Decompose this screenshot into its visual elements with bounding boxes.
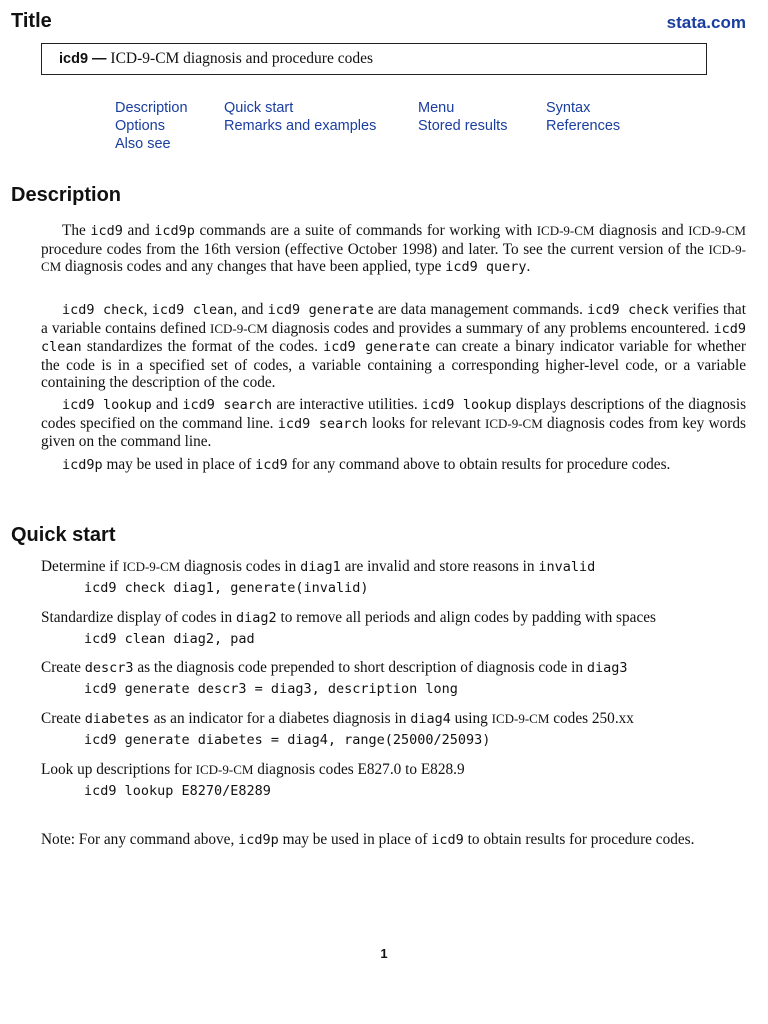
quick-start-item-1-text: Determine if ICD-9-CM diagnosis codes in diag1 are invalid and store reasons in invalid xyxy=(41,558,596,575)
stata-link[interactable]: stata.com xyxy=(666,13,746,32)
nav-quick-start[interactable]: Quick start xyxy=(224,100,294,116)
quick-start-item-2-command: icd9 clean diag2, pad xyxy=(84,631,255,647)
nav-syntax[interactable]: Syntax xyxy=(546,100,591,116)
quick-start-item-1-command: icd9 check diag1, generate(invalid) xyxy=(84,580,369,596)
nav-references[interactable]: References xyxy=(546,118,621,134)
description-paragraph-3: icd9 lookup and icd9 search are interactive utilities. icd9 lookup displays descriptions of the diagnosis codes specified on the command line. icd9 search looks for relevant ICD-9-CM diagnosis codes from key words given on the command line. xyxy=(41,396,747,451)
quick-start-item-4-text: Create diabetes as an indicator for a diabetes diagnosis in diag4 using ICD-9-CM codes 250.xx xyxy=(41,710,634,727)
description-paragraph-1: The icd9 and icd9p commands are a suite of commands for working with ICD-9-CM diagnosis and ICD-9-CM procedure codes from the 16th version (effective October 1998) and later. To see the current version of the ICD-9-CM diagnosis codes and any changes that have been applied, type icd9 query. xyxy=(41,222,746,276)
nav-also-see[interactable]: Also see xyxy=(115,136,171,152)
quick-start-item-5-command: icd9 lookup E8270/E8289 xyxy=(84,783,271,799)
title-box xyxy=(41,43,707,75)
description-paragraph-2: icd9 check, icd9 clean, and icd9 generate are data management commands. icd9 check verifies that a variable contains defined ICD-9-CM diagnosis codes and provides a summary of any problems encountered. icd9 clean standardizes the format of the codes. icd9 generate can create a binary indicator variable for whether the code is in a specified set of codes, a variable containing a corresponding higher-level code, or a variable containing the description of the code. xyxy=(41,301,746,392)
nav-remarks[interactable]: Remarks and examples xyxy=(224,118,377,134)
nav-menu[interactable]: Menu xyxy=(418,100,455,116)
quick-start-note: Note: For any command above, icd9p may be used in place of icd9 to obtain results for procedure codes. xyxy=(41,831,695,848)
description-heading: Description xyxy=(11,184,122,206)
title-description: ICD-9-CM diagnosis and procedure codes xyxy=(110,50,373,67)
quick-start-item-3-text: Create descr3 as the diagnosis code prepended to short description of diagnosis code in diag3 xyxy=(41,659,628,676)
nav-options[interactable]: Options xyxy=(115,118,165,134)
nav-stored-results[interactable]: Stored results xyxy=(418,118,508,134)
quick-start-item-2-text: Standardize display of codes in diag2 to remove all periods and align codes by padding with spaces xyxy=(41,609,656,626)
quick-start-item-5-text: Look up descriptions for ICD-9-CM diagnosis codes E827.0 to E828.9 xyxy=(41,761,465,778)
nav-description[interactable]: Description xyxy=(115,100,188,116)
quick-start-item-3-command: icd9 generate descr3 = diag3, description long xyxy=(84,681,458,697)
section-title: Title xyxy=(11,10,52,32)
title-command: icd9 — xyxy=(59,51,107,67)
quick-start-heading: Quick start xyxy=(11,524,116,546)
quick-start-item-4-command: icd9 generate diabetes = diag4, range(25000/25093) xyxy=(84,732,491,748)
page-number: 1 xyxy=(380,946,388,961)
description-paragraph-4: icd9p may be used in place of icd9 for any command above to obtain results for procedure codes. xyxy=(62,456,671,473)
